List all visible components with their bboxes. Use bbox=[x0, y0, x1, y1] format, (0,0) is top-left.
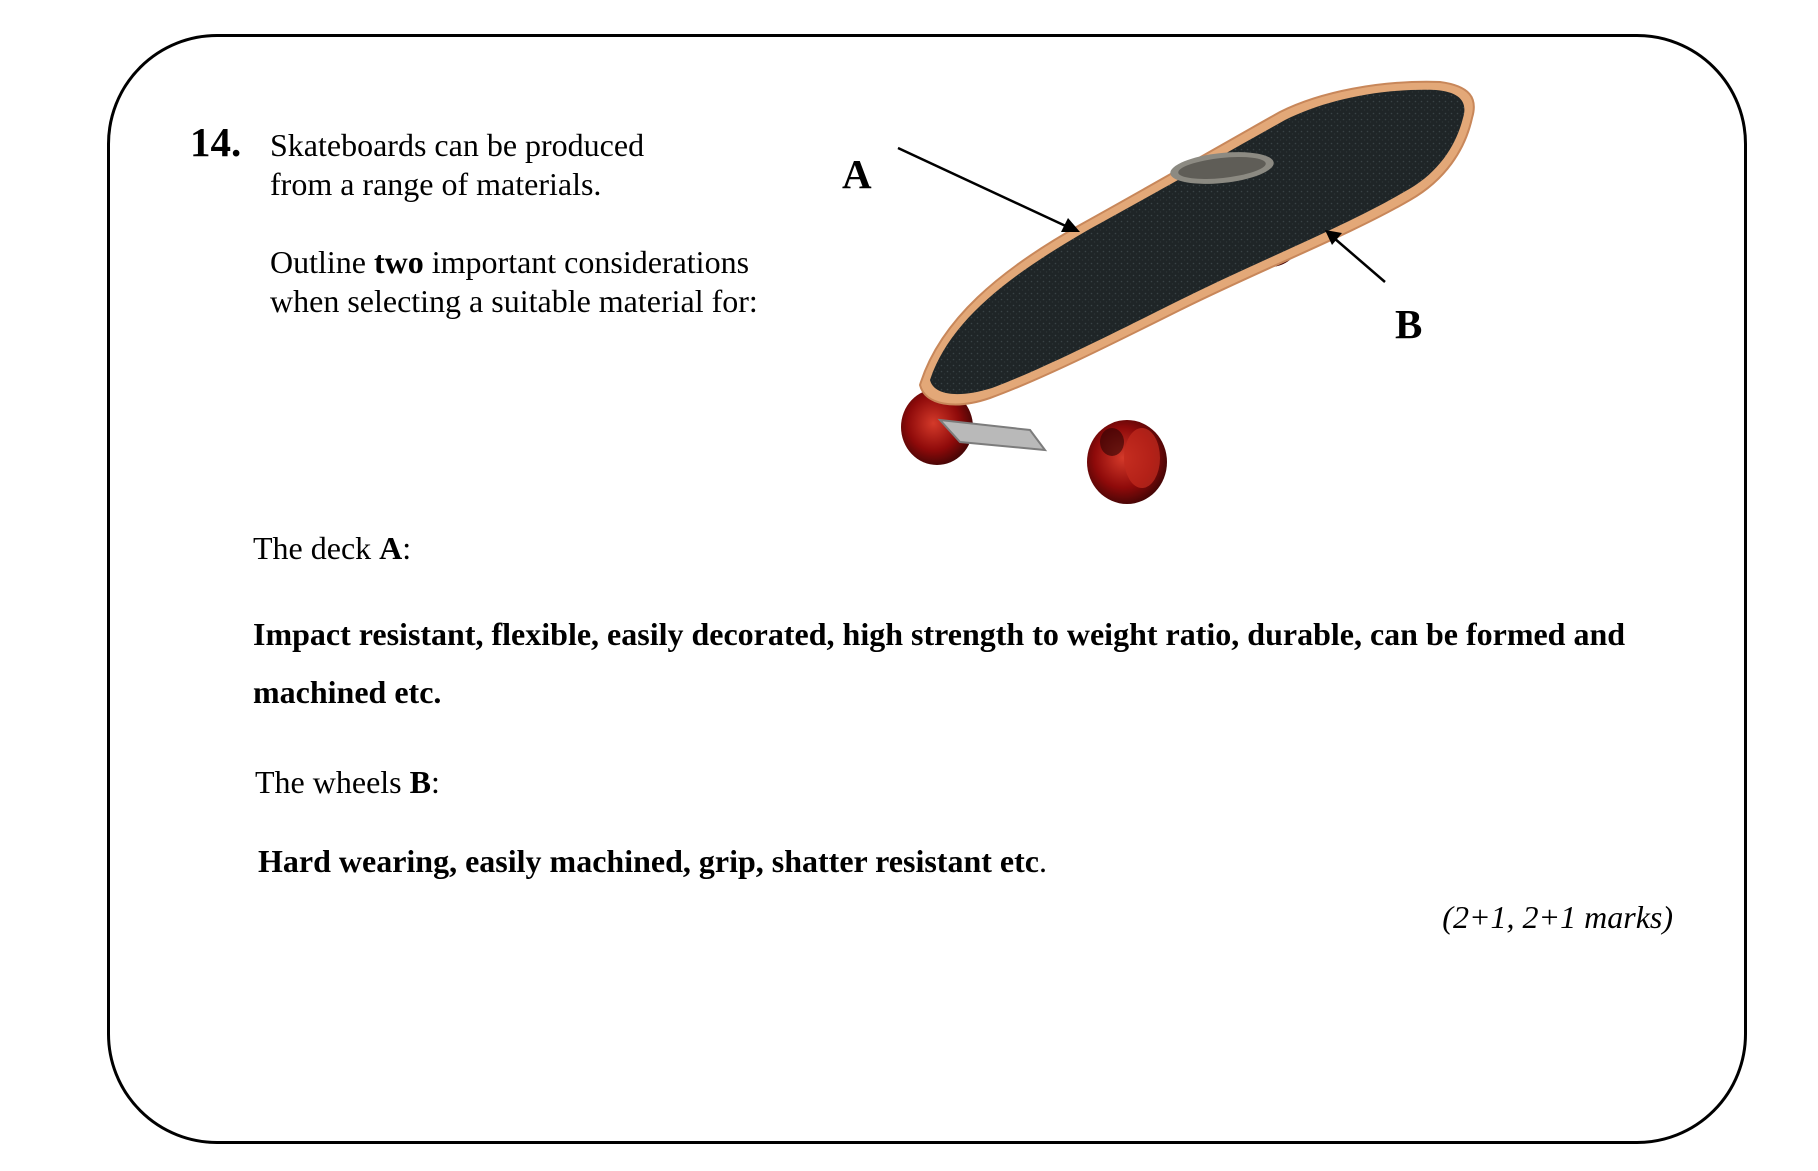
deck-label bbox=[253, 528, 411, 568]
outline-pre: Outline bbox=[270, 244, 374, 280]
intro-paragraph bbox=[270, 126, 830, 204]
question-number: 14. bbox=[190, 119, 242, 165]
intro-line-2: from a range of materials. bbox=[270, 166, 602, 202]
wheels-label-text: The wheels bbox=[255, 764, 410, 800]
arrow-b bbox=[1325, 230, 1385, 282]
outline-post: important considerations bbox=[423, 244, 750, 280]
wheels-label bbox=[255, 762, 440, 802]
wheels-label-colon: : bbox=[430, 764, 440, 800]
label-b: B bbox=[1395, 301, 1423, 347]
skateboard-illustration bbox=[842, 70, 1540, 520]
front-right-wheel bbox=[1087, 420, 1167, 504]
wheels-label-letter: B bbox=[409, 764, 431, 800]
deck-label-colon: : bbox=[402, 530, 412, 566]
grip-tape bbox=[930, 90, 1464, 394]
marks-allocation: (2+1, 2+1 marks) bbox=[1442, 899, 1673, 935]
deck-label-letter: A bbox=[379, 530, 403, 566]
outline-bold: two bbox=[373, 244, 424, 280]
arrow-a bbox=[898, 148, 1080, 232]
label-a: A bbox=[842, 151, 872, 197]
deck-answer: Impact resistant, flexible, easily decorated, high strength to weight ratio, durable, can be formed and machined etc. bbox=[253, 616, 1626, 710]
outline-line-2: when selecting a suitable material for: bbox=[270, 283, 758, 319]
wheels-answer-period: . bbox=[1038, 843, 1047, 879]
deck-label-text: The deck bbox=[253, 530, 380, 566]
wheels-answer bbox=[258, 841, 1047, 881]
outline-paragraph bbox=[270, 243, 830, 321]
question-intro bbox=[270, 126, 830, 321]
wheels-answer-text: Hard wearing, easily machined, grip, shatter resistant etc bbox=[258, 843, 1039, 879]
intro-line-1: Skateboards can be produced bbox=[270, 127, 645, 163]
